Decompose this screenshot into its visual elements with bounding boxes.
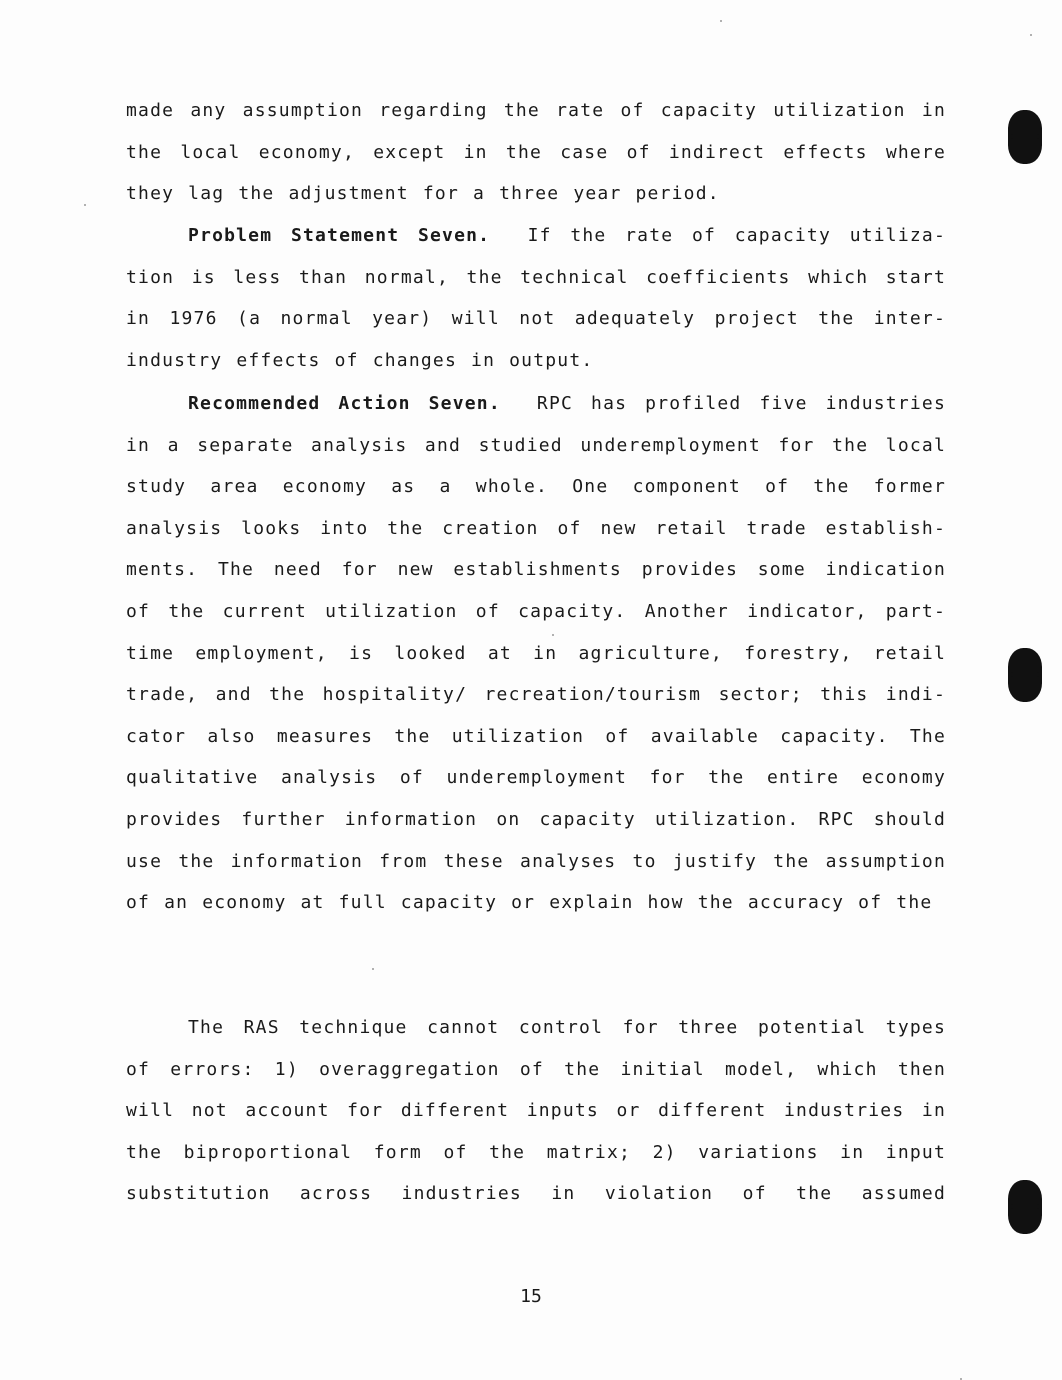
text-line: time employment, is looked at in agriculture, forestry, retail [126,642,946,664]
text-line: cator also measures the utilization of available capacity. The [126,725,946,747]
text-line: industry effects of changes in output. [126,349,594,371]
paragraph-first-line [126,215,946,257]
paragraph-continuation [126,90,946,215]
page-number: 15 [520,1286,542,1307]
text-line: the local economy, except in the case of indirect effects where [126,141,946,163]
recommended-action-heading: Recommended Action Seven. [188,393,501,414]
scan-speck [552,634,554,636]
text-line: ments. The need for new establishments provides some indication [126,559,946,581]
text-line: in a separate analysis and studied underemployment for the local [126,434,946,456]
text-line: they lag the adjustment for a three year period. [126,183,720,205]
text-line: substitution across industries in violation of the assumed [126,1183,946,1205]
ras-technique-paragraph [126,1007,946,1215]
scan-speck [84,204,86,206]
scan-speck [1030,34,1032,36]
text-line: use the information from these analyses to justify the assumption [126,850,946,872]
scan-speck [720,20,722,22]
problem-statement-paragraph [126,215,946,381]
text-line: analysis looks into the creation of new retail trade establish- [126,517,946,539]
binding-hole-icon [1008,110,1042,164]
binding-hole-icon [1008,1180,1042,1234]
problem-statement-heading: Problem Statement Seven. [188,225,491,246]
text-line: tion is less than normal, the technical coefficients which start [126,266,946,288]
text-line: The RAS technique cannot control for three potential types [188,1017,946,1038]
binding-hole-icon [1008,648,1042,702]
text-line: the biproportional form of the matrix; 2) variations in input [126,1141,946,1163]
scan-speck [372,968,374,970]
text-span: If the rate of capacity utiliza- [527,225,946,246]
text-line: will not account for different inputs or different industries in [126,1100,946,1122]
text-line: of the current utilization of capacity. Another indicator, part- [126,600,946,622]
paragraph-first-line [126,383,946,425]
text-line: of an economy at full capacity or explain how the accuracy of the [126,892,933,914]
text-line: provides further information on capacity utilization. RPC should [126,808,946,830]
text-line: qualitative analysis of underemployment for the entire economy [126,767,946,789]
text-line: in 1976 (a normal year) will not adequately project the inter- [126,308,946,330]
text-span: RPC has profiled five industries [536,393,946,414]
text-line: made any assumption regarding the rate of capacity utilization in [126,100,946,121]
recommended-action-paragraph [126,383,946,924]
text-line: of errors: 1) overaggregation of the initial model, which then [126,1058,946,1080]
text-line: study area economy as a whole. One component of the former [126,476,946,498]
text-line: trade, and the hospitality/ recreation/tourism sector; this indi- [126,684,946,706]
